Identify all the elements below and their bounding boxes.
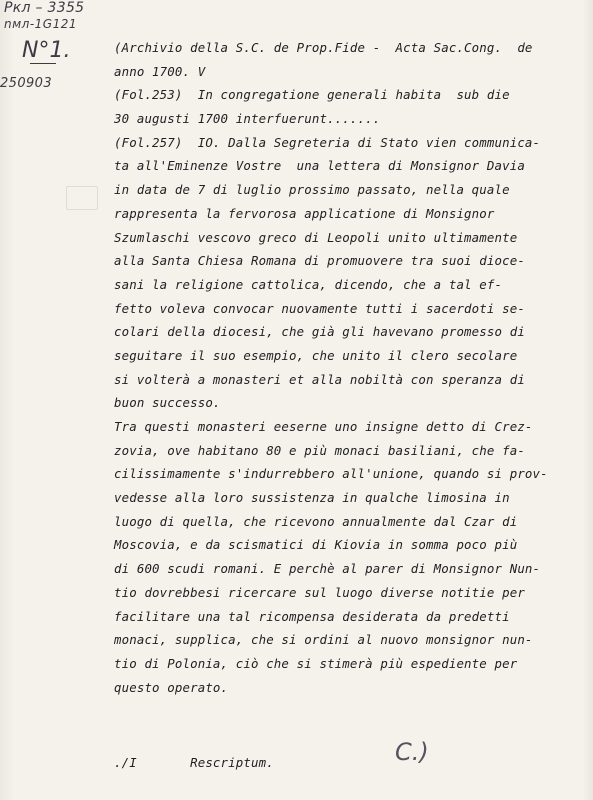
body-line: seguitare il suo esempio, che unito il clero secolare (114, 347, 518, 363)
body-line: si volterà a monasteri et alla nobiltà con speranza di (114, 371, 525, 387)
inventory-number: 250903 (0, 76, 53, 91)
body-line: questo operato. (114, 679, 229, 695)
body-line: fetto voleva convocar nuovamente tutti i sacerdoti se- (114, 300, 525, 316)
body-line: Moscovia, e da scismatici di Kiovia in somma poco più (114, 537, 518, 553)
body-line: alla Santa Chiesa Romana di promuovere tra suoi dioce- (114, 253, 525, 269)
body-line: tio dovrebbesi ricercare sul luogo diverse notitie per (114, 584, 525, 600)
body-line: tio di Polonia, ciò che si stimerà più espediente per (114, 655, 518, 671)
body-line: monaci, supplica, che si ordini al nuovo monsignor nun- (114, 632, 533, 648)
body-line: in data de 7 di luglio prossimo passato, nella quale (114, 182, 510, 198)
body-line: buon successo. (114, 395, 221, 411)
body-line: di 600 scudi romani. E perchè al parer di Monsignor Nun- (114, 561, 541, 577)
body-line: Szumlaschi vescovo greco di Leopoli unito ultimamente (114, 229, 518, 245)
body-line: (Fol.253) In congregatione generali habita sub die (114, 87, 510, 103)
margin-mark: C.) (395, 738, 429, 766)
body-line: facilitare una tal ricompensa desiderata da predetti (114, 608, 510, 624)
body-line: (Archivio della S.C. de Prop.Fide - Acta Sac.Cong. de (114, 40, 533, 55)
document-number-underline (30, 63, 56, 64)
body-line: luogo di quella, che ricevono annualmente dal Czar di (114, 513, 518, 529)
rescriptum-signoff: ./I Rescriptum. (114, 755, 274, 770)
body-line: ta all'Eminenze Vostre una lettera di Monsignor Davia (114, 158, 525, 174)
document-number: N°1. (22, 38, 71, 63)
archive-code-line-2: nмл-1G121 (4, 17, 77, 31)
body-line: Tra questi monasteri eeserne uno insigne detto di Crez- (114, 419, 533, 434)
faint-stamp (66, 186, 98, 210)
body-line: sani la religione cattolica, dicendo, che a tal ef- (114, 276, 503, 292)
body-line: rappresenta la fervorosa applicatione di Monsignor (114, 205, 495, 221)
body-line: 30 augusti 1700 interfuerunt....... (114, 111, 381, 127)
archive-code-line-1: Pкл – 3355 (4, 0, 85, 16)
body-line: anno 1700. V (114, 63, 206, 79)
typed-body (114, 36, 574, 699)
body-line: cilissimamente s'indurrebbero all'unione, quando si prov- (114, 466, 548, 482)
body-line: (Fol.257) IO. Dalla Segreteria di Stato vien communica- (114, 134, 541, 150)
body-line: colari della diocesi, che già gli havevano promesso di (114, 324, 525, 340)
body-line: vedesse alla loro sussistenza in qualche limosina in (114, 490, 510, 506)
body-line: zovia, ove habitano 80 e più monaci basiliani, che fa- (114, 442, 525, 458)
